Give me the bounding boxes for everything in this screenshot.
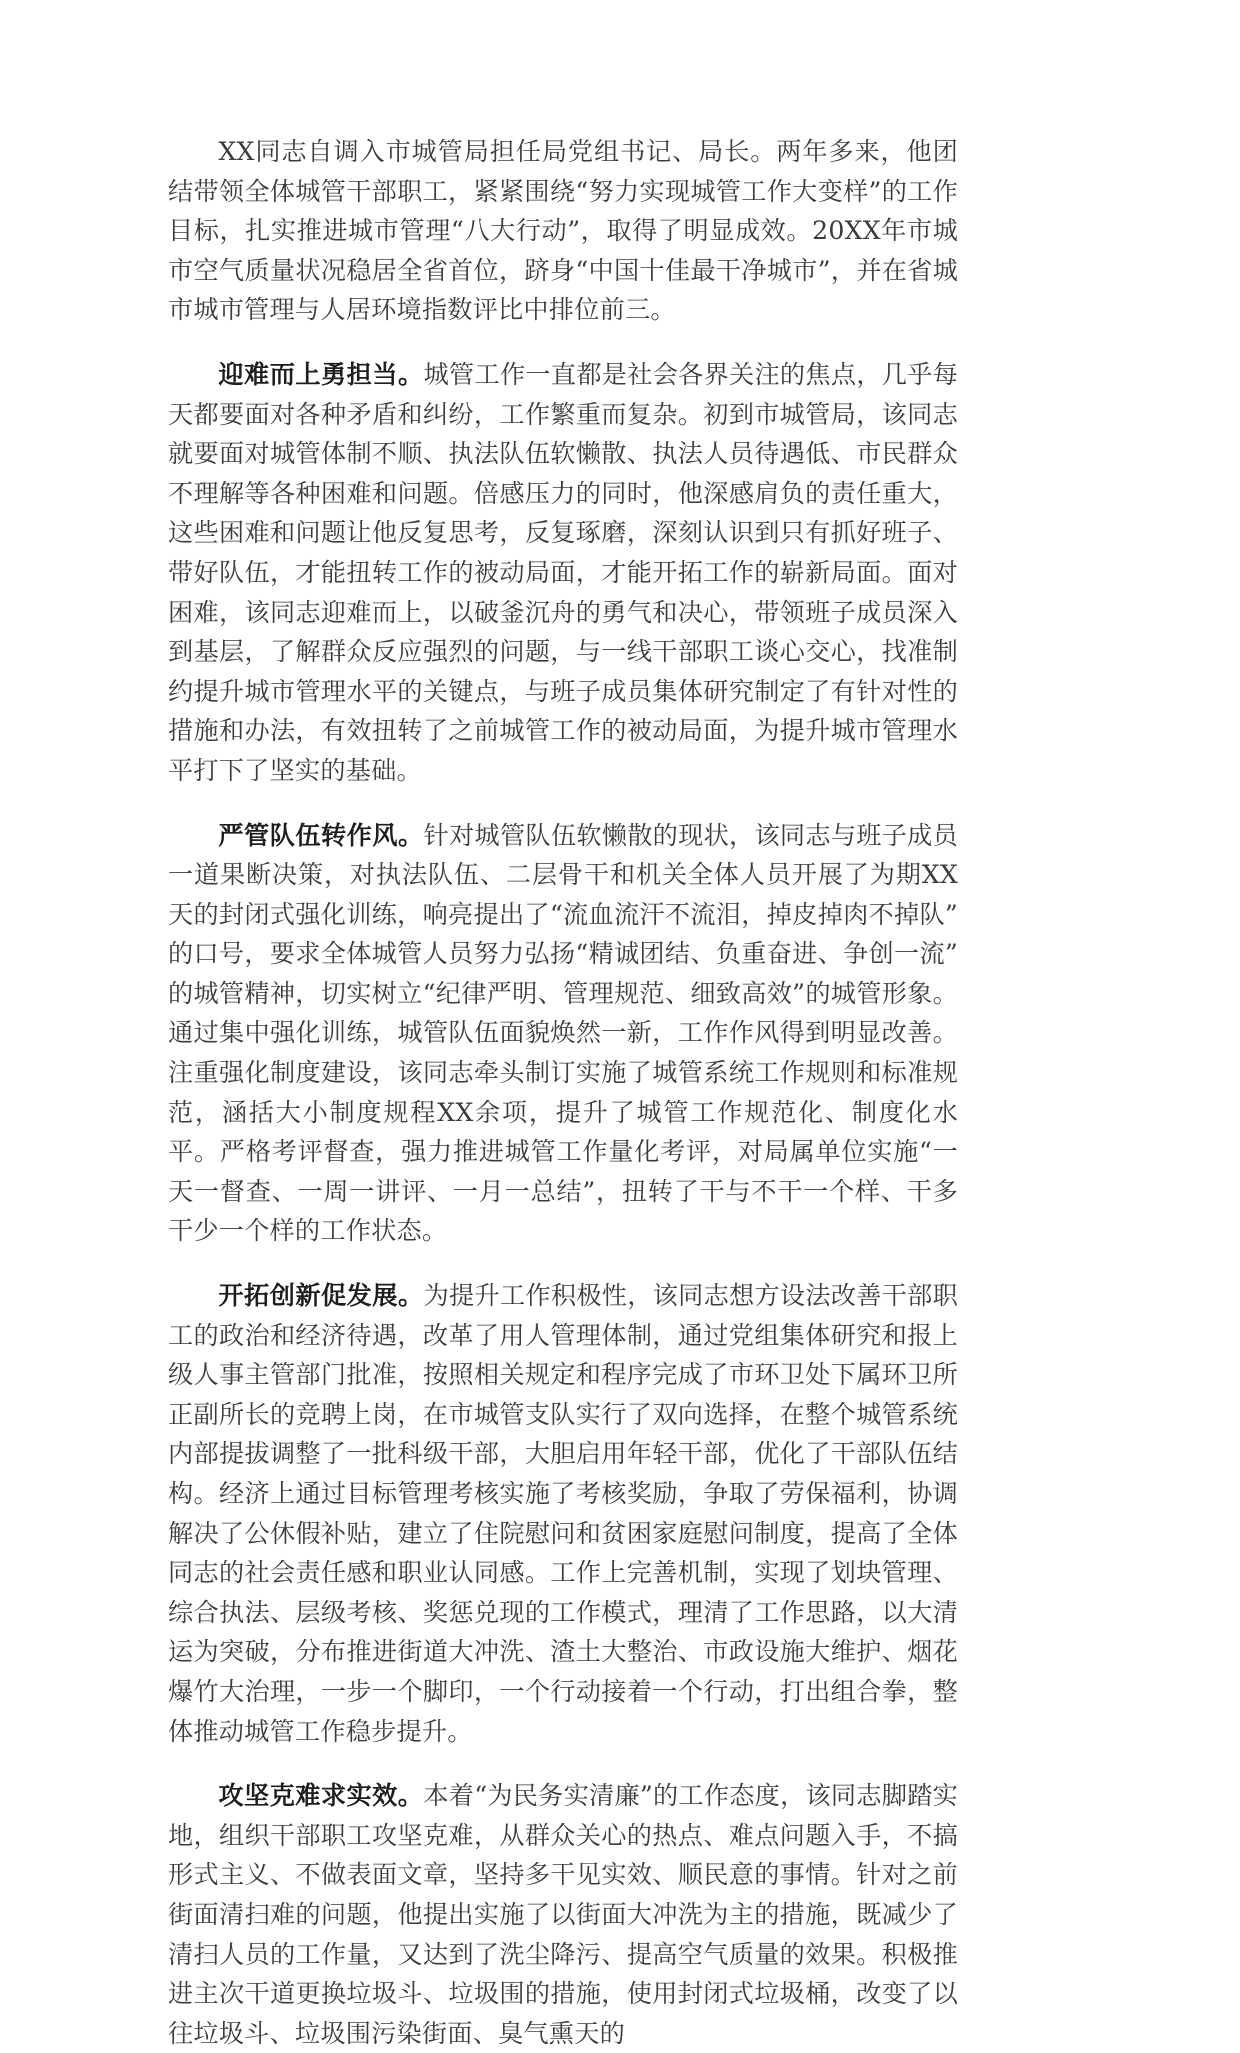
paragraph-lead-heading: 开拓创新促发展。 bbox=[218, 1281, 424, 1311]
paragraph-lead-heading: 迎难而上勇担当。 bbox=[218, 359, 424, 389]
paragraph-body: 为提升工作积极性，该同志想方设法改善干部职工的政治和经济待遇，改革了用人管理体制，通过党组集体研究和报上级人事主管部门批准，按照相关规定和程序完成了市环卫处下属环卫所正副所长的竞聘上岗，在市城管支队实行了双向选择，在整个城管系统内部提拔调整了一批科级干部，大胆启用年轻干部，优化了干部队伍结构。经济上通过目标管理考核实施了考核奖励，争取了劳保福利，协调解决了公休假补贴，建立了住院慰问和贫困家庭慰问制度，提高了全体同志的社会责任感和职业认同感。工作上完善机制，实现了划块管理、综合执法、层级考核、奖惩兑现的工作模式，理清了工作思路，以大清运为突破，分布推进街道大冲洗、渣土大整治、市政设施大维护、烟花爆竹大治理，一步一个脚印，一个行动接着一个行动，打出组合拳，整体推动城管工作稳步提升。 bbox=[168, 1281, 959, 1746]
document-text-column bbox=[168, 132, 958, 2053]
paragraph-lead-heading: 严管队伍转作风。 bbox=[218, 820, 424, 850]
paragraph-body: 针对城管队伍软懒散的现状，该同志与班子成员一道果断决策，对执法队伍、二层骨干和机关全体人员开展了为期XX天的封闭式强化训练，响亮提出了“流血流汗不流泪，掉皮掉肉不掉队”的口号，要求全体城管人员努力弘扬“精诚团结、负重奋进、争创一流”的城管精神，切实树立“纪律严明、管理规范、细致高效”的城管形象。通过集中强化训练，城管队伍面貌焕然一新，工作作风得到明显改善。注重强化制度建设，该同志牵头制订实施了城管系统工作规则和标准规范，涵括大小制度规程XX余项，提升了城管工作规范化、制度化水平。严格考评督查，强力推进城管工作量化考评，对局属单位实施“一天一督查、一周一讲评、一月一总结”，扭转了干与不干一个样、干多干少一个样的工作状态。 bbox=[168, 820, 959, 1246]
paragraph-body: 本着“为民务实清廉”的工作态度，该同志脚踏实地，组织干部职工攻坚克难，从群众关心的热点、难点问题入手，不搞形式主义、不做表面文章，坚持多干见实效、顺民意的事情。针对之前街面清扫难的问题，他提出实施了以街面大冲洗为主的措施，既减少了清扫人员的工作量，又达到了洗尘降污、提高空气质量的效果。积极推进主次干道更换垃圾斗、垃圾围的措施，使用封闭式垃圾桶，改变了以往垃圾斗、垃圾围污染街面、臭气熏天的 bbox=[168, 1781, 959, 2048]
paragraph-courage bbox=[168, 355, 958, 791]
paragraph-intro bbox=[168, 132, 958, 330]
paragraph-body: XX同志自调入市城管局担任局党组书记、局长。两年多来，他团结带领全体城管干部职工，紧紧围绕“努力实现城管工作大变样”的工作目标，扎实推进城市管理“八大行动”，取得了明显成效。20XX年市城市空气质量状况稳居全省首位，跻身“中国十佳最干净城市”，并在省城市城市管理与人居环境指数评比中排位前三。 bbox=[168, 137, 958, 325]
paragraph-innovation bbox=[168, 1276, 958, 1751]
paragraph-lead-heading: 攻坚克难求实效。 bbox=[218, 1781, 424, 1811]
paragraph-body: 城管工作一直都是社会各界关注的焦点，几乎每天都要面对各种矛盾和纠纷，工作繁重而复杂。初到市城管局，该同志就要面对城管体制不顺、执法队伍软懒散、执法人员待遇低、市民群众不理解等各种困难和问题。倍感压力的同时，他深感肩负的责任重大，这些困难和问题让他反复思考，反复琢磨，深刻认识到只有抓好班子、带好队伍，才能扭转工作的被动局面，才能开拓工作的崭新局面。面对困难，该同志迎难而上，以破釜沉舟的勇气和决心，带领班子成员深入到基层，了解群众反应强烈的问题，与一线干部职工谈心交心，找准制约提升城市管理水平的关键点，与班子成员集体研究制定了有针对性的措施和办法，有效扭转了之前城管工作的被动局面，为提升城市管理水平打下了坚实的基础。 bbox=[168, 359, 959, 785]
paragraph-results bbox=[168, 1776, 958, 2053]
paragraph-discipline bbox=[168, 816, 958, 1252]
